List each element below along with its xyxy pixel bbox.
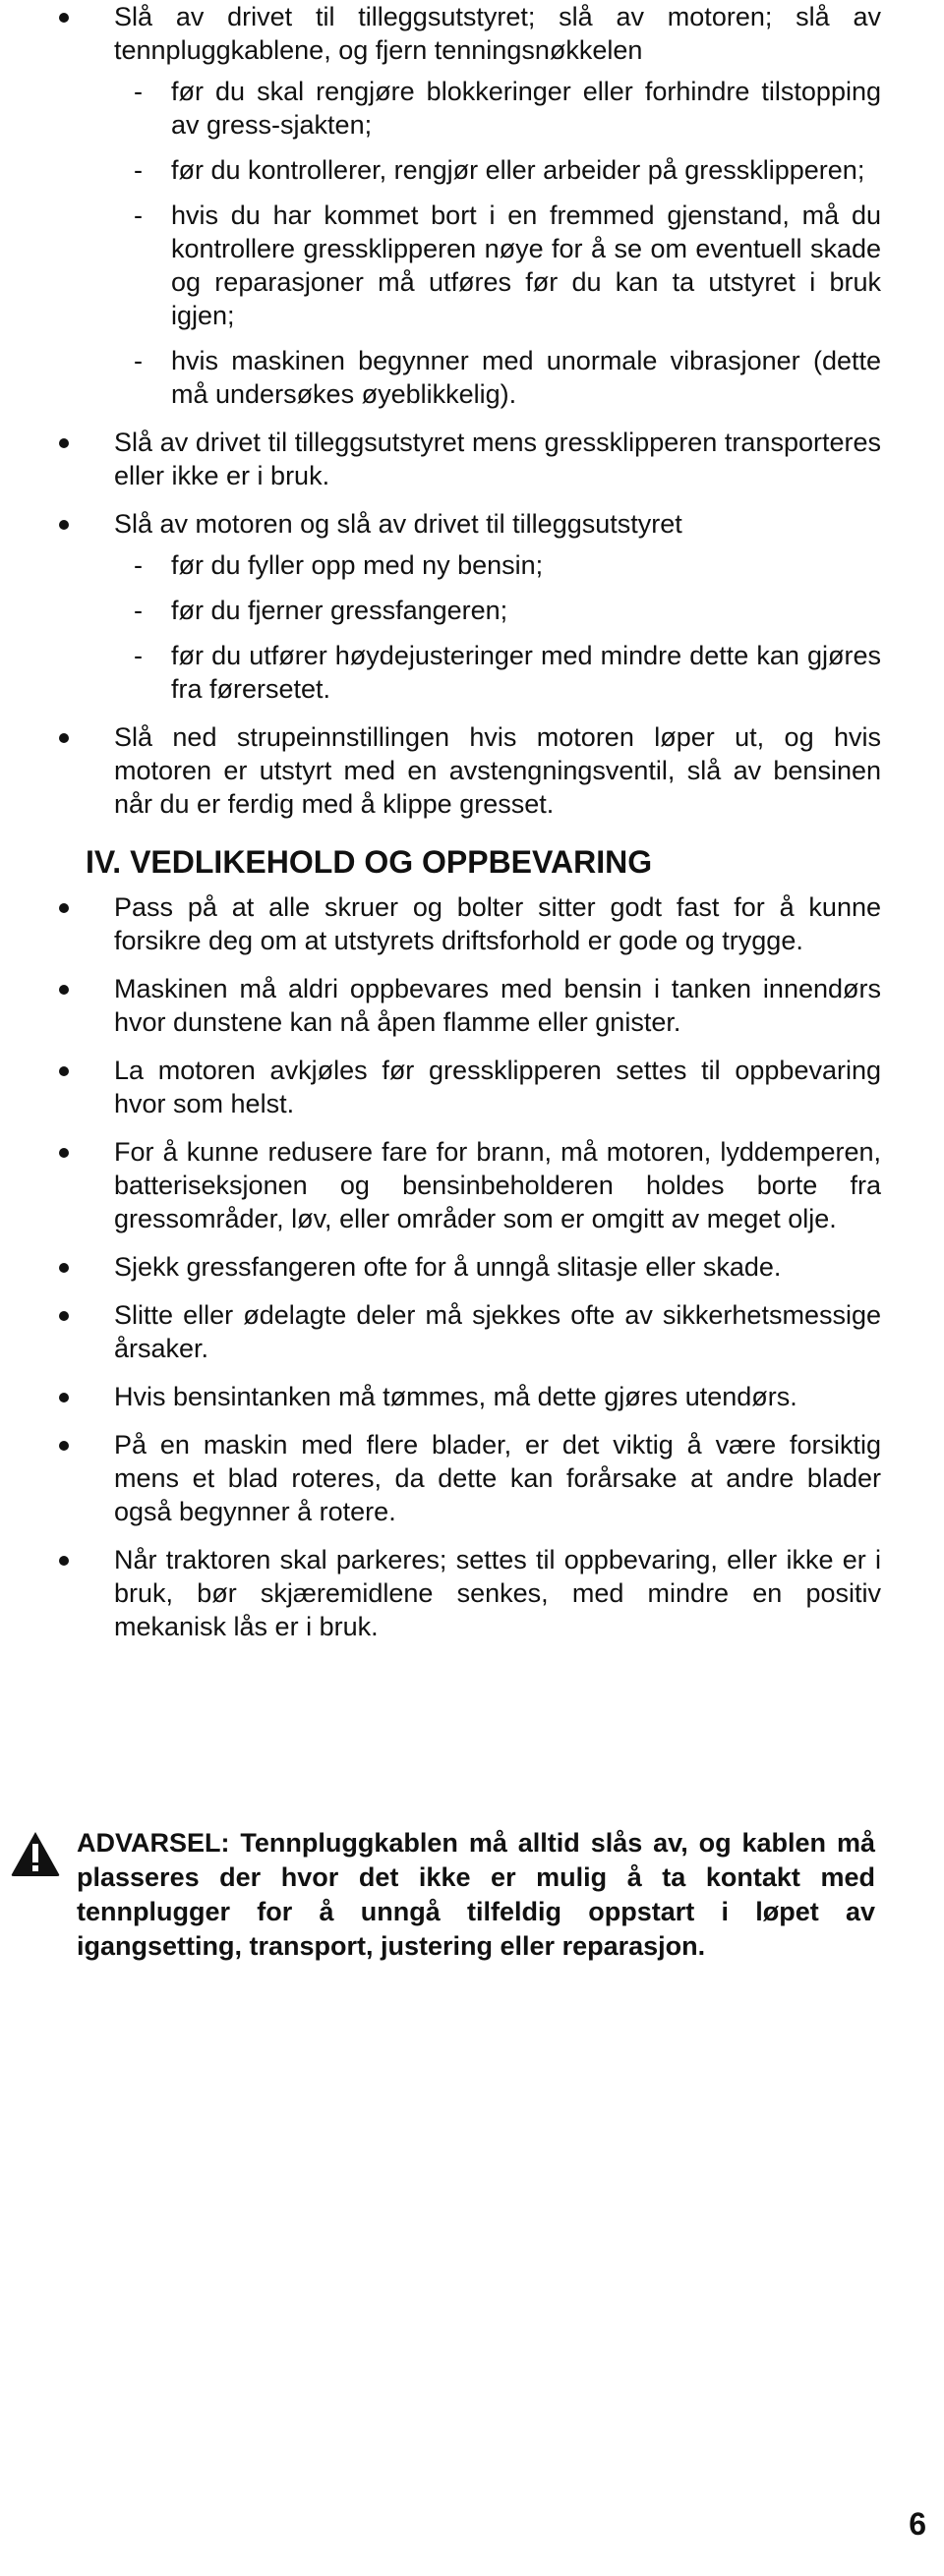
bullet-dot [59, 438, 69, 448]
maintenance-section [55, 843, 881, 1658]
bullet-dot [59, 1263, 69, 1273]
list-item [55, 507, 881, 706]
bullet-text: Slå ned strupeinnstillingen hvis motoren løper ut, og hvis motoren er utstyrt med en avstengningsventil, slå av bensinen når du er ferdig med å klippe gresset. [114, 722, 881, 819]
bullet-dot [59, 13, 69, 23]
bullet-dot [59, 1441, 69, 1451]
bullet-text: For å kunne redusere fare for brann, må motoren, lyddemperen, batteriseksjonen og bensinbeholderen holdes borte fra gressområder, løv, eller områder som er omgitt av meget olje. [114, 1137, 881, 1233]
bullet-text: Slitte eller ødelagte deler må sjekkes ofte av sikkerhetsmessige årsaker. [114, 1300, 881, 1363]
bullet-text: Slå av drivet til tilleggsutstyret; slå av motoren; slå av tennpluggkablene, og fjern tenningsnøkkelen [114, 2, 881, 65]
sub-list [114, 548, 881, 706]
sub-item-text: før du fyller opp med ny bensin; [171, 550, 544, 580]
bullet-dot [59, 1311, 69, 1321]
page-number: 6 [909, 2506, 926, 2542]
sub-item-text: hvis maskinen begynner med unormale vibrasjoner (dette må undersøkes øyeblikkelig). [171, 346, 881, 409]
bullet-text: Slå av drivet til tilleggsutstyret mens gressklipperen transporteres eller ikke er i bruk. [114, 428, 881, 490]
list-item [55, 890, 881, 957]
list-item [55, 720, 881, 821]
bullet-text: Når traktoren skal parkeres; settes til oppbevaring, eller ikke er i bruk, bør skjæremidlene senkes, med mindre en positiv mekanisk lås er i bruk. [114, 1545, 881, 1641]
sub-item: - hvis du har kommet bort i en fremmed gjenstand, må du kontrollere gressklipperen nøye for å se om eventuell skade og reparasjoner må utføres før du kan ta utstyret i bruk igjen; [134, 200, 881, 330]
bullet-text: Sjekk gressfangeren ofte for å unngå slitasje eller skade. [114, 1252, 782, 1282]
bullet-text: På en maskin med flere blader, er det viktig å være forsiktig mens et blad roteres, da dette kan forårsake at andre blader også begynner å rotere. [114, 1430, 881, 1526]
sub-item: - før du fyller opp med ny bensin; [134, 550, 544, 580]
list-item [55, 1250, 881, 1284]
bullet-dot [59, 1066, 69, 1076]
list-item [55, 1135, 881, 1235]
sub-list [114, 75, 881, 411]
sub-item-text: før du utfører høydejusteringer med mindre dette kan gjøres fra førersetet. [171, 641, 881, 704]
bullet-dot [59, 1393, 69, 1402]
safety-list-top [55, 0, 881, 835]
sub-item: - før du kontrollerer, rengjør eller arbeider på gressklipperen; [134, 155, 865, 185]
bullet-text: Slå av motoren og slå av drivet til tilleggsutstyret [114, 509, 682, 539]
bullet-dot [59, 1148, 69, 1158]
bullet-dot [59, 733, 69, 743]
warning-box [10, 1826, 875, 1964]
sub-item-text: før du skal rengjøre blokkeringer eller forhindre tilstopping av gress-sjakten; [171, 77, 881, 140]
sub-item: - før du utfører høydejusteringer med mindre dette kan gjøres fra førersetet. [134, 641, 881, 704]
sub-item-text: før du kontrollerer, rengjør eller arbeider på gressklipperen; [171, 155, 865, 185]
section-heading: IV. VEDLIKEHOLD OG OPPBEVARING [86, 844, 653, 880]
list-item [55, 426, 881, 492]
sub-item-text: hvis du har kommet bort i en fremmed gjenstand, må du kontrollere gressklipperen nøye for å se om eventuell skade og reparasjoner må utføres før du kan ta utstyret i bruk igjen; [171, 200, 881, 330]
list-item [55, 1543, 881, 1643]
bullet-dot [59, 903, 69, 913]
bullet-text: Maskinen må aldri oppbevares med bensin i tanken innendørs hvor dunstene kan nå åpen flamme eller gnister. [114, 974, 881, 1037]
bullet-dot [59, 1556, 69, 1566]
bullet-dot [59, 520, 69, 530]
sub-item: - hvis maskinen begynner med unormale vibrasjoner (dette må undersøkes øyeblikkelig). [134, 346, 881, 409]
warning-triangle-icon [10, 1830, 61, 1877]
bullet-text: La motoren avkjøles før gressklipperen settes til oppbevaring hvor som helst. [114, 1056, 881, 1118]
list-item [55, 1428, 881, 1528]
bullet-text: Pass på at alle skruer og bolter sitter godt fast for å kunne forsikre deg om at utstyrets driftsforhold er gode og trygge. [114, 892, 881, 955]
list-item [55, 0, 881, 411]
list-item [55, 972, 881, 1039]
sub-item: - før du skal rengjøre blokkeringer eller forhindre tilstopping av gress-sjakten; [134, 77, 881, 140]
bullet-text: Hvis bensintanken må tømmes, må dette gjøres utendørs. [114, 1382, 797, 1411]
warning-text: ADVARSEL: Tennpluggkablen må alltid slås av, og kablen må plasseres der hvor det ikke er mulig å ta kontakt med tennplugger for å unngå tilfeldig oppstart i løpet av igangsetting, transport, justering eller reparasjon. [77, 1828, 875, 1961]
list-item [55, 1380, 881, 1413]
list-item [55, 1054, 881, 1120]
sub-item: - før du fjerner gressfangeren; [134, 596, 508, 625]
list-item [55, 1298, 881, 1365]
sub-item-text: før du fjerner gressfangeren; [171, 596, 508, 625]
bullet-dot [59, 985, 69, 995]
